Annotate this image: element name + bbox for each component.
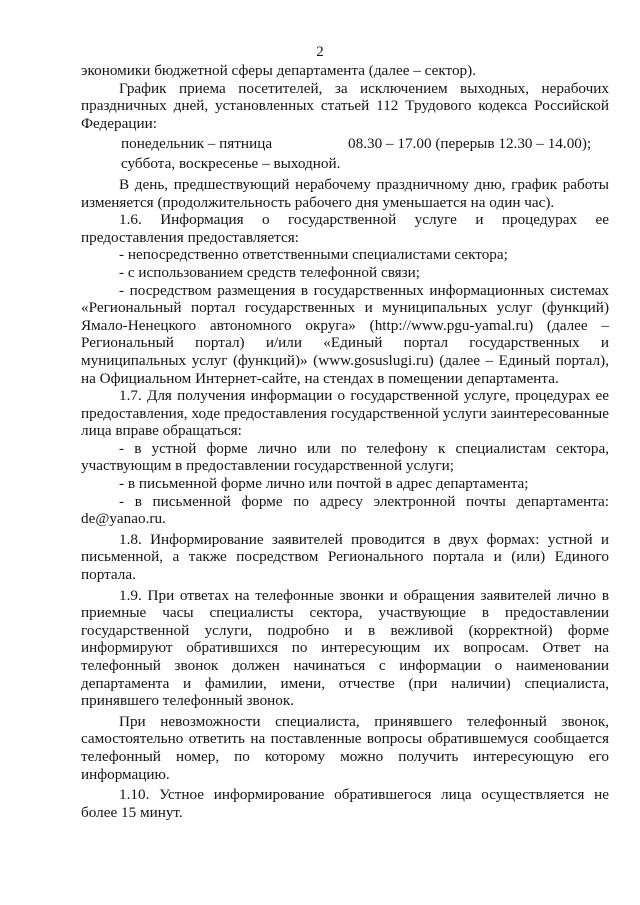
- list-item-1-6-specialists: - непосредственно ответственными специалистами сектора;: [119, 246, 508, 264]
- paragraph-schedule-intro: График приема посетителей, за исключением выходных, нерабочих праздничных дней, установленных статьей 112 Трудового кодекса Российской Федерации:: [81, 79, 609, 132]
- list-item-1-6-portals: - посредством размещения в государственных информационных системах «Региональный портал государственных и муниципальных услуг (функций) Ямало-Ненецкого автономного округа» (http://www.pgu-yamal.ru) (далее – Региональный портал) и/или «Единый портал государственных и муниципальных услуг (функций)» (www.gosuslugi.ru) (далее – Единый портал), на Официальном Интернет-сайте, на стендах в помещении департамента.: [81, 281, 609, 387]
- paragraph-1-7: 1.7. Для получения информации о государственной услуге, процедурах ее предоставления, ходе предоставления государственной услуги заинтересованные лица вправе обращаться:: [81, 387, 609, 440]
- schedule-weekdays-row: [81, 133, 609, 155]
- paragraph-1-9: 1.9. При ответах на телефонные звонки и обращения заявителей лично в приемные часы специалисты сектора, участвующие в предоставлении государственной услуги, подробно и в вежливой (корректной) форме информируют обратившихся по интересующим их вопросам. Ответ на телефонный звонок должен начинаться с информации о наименовании департамента и фамилии, имени, отчестве (при наличии) специалиста, принявшего телефонный звонок.: [81, 586, 609, 710]
- document-body: [81, 62, 609, 821]
- paragraph-sector-continuation: экономики бюджетной сферы департамента (далее – сектор).: [81, 62, 477, 79]
- list-item-1-7-email: - в письменной форме по адресу электронной почты департамента: de@yanao.ru.: [81, 492, 609, 528]
- schedule-weekdays-label: понедельник – пятница: [121, 135, 273, 153]
- paragraph-preholiday: В день, предшествующий нерабочему праздничному дню, график работы изменяется (продолжительность рабочего дня уменьшается на один час).: [81, 175, 609, 211]
- paragraph-1-8: 1.8. Информирование заявителей проводится в двух формах: устной и письменной, а также посредством Регионального портала и (или) Единого портала.: [81, 530, 609, 584]
- list-item-1-6-phone: - с использованием средств телефонной связи;: [119, 263, 420, 281]
- schedule-weekend: суббота, воскресенье – выходной.: [121, 155, 341, 173]
- paragraph-1-6: 1.6. Информация о государственной услуге и процедурах ее предоставления предоставляется:: [81, 211, 609, 246]
- paragraph-1-10: 1.10. Устное информирование обратившегося лица осуществляется не более 15 минут.: [81, 786, 609, 821]
- paragraph-impossible-answer: При невозможности специалиста, принявшего телефонный звонок, самостоятельно ответить на поставленные вопросы обратившемуся сообщается телефонный номер, по которому можно получить интересующую его информацию.: [81, 712, 609, 783]
- list-item-1-7-oral: - в устной форме лично или по телефону к специалистам сектора, участвующим в предоставлении государственной услуги;: [81, 439, 609, 475]
- schedule-weekdays-hours: 08.30 – 17.00 (перерыв 12.30 – 14.00);: [348, 135, 592, 153]
- page-number: 2: [316, 44, 324, 60]
- list-item-1-7-mail: - в письменной форме лично или почтой в адрес департамента;: [119, 475, 529, 493]
